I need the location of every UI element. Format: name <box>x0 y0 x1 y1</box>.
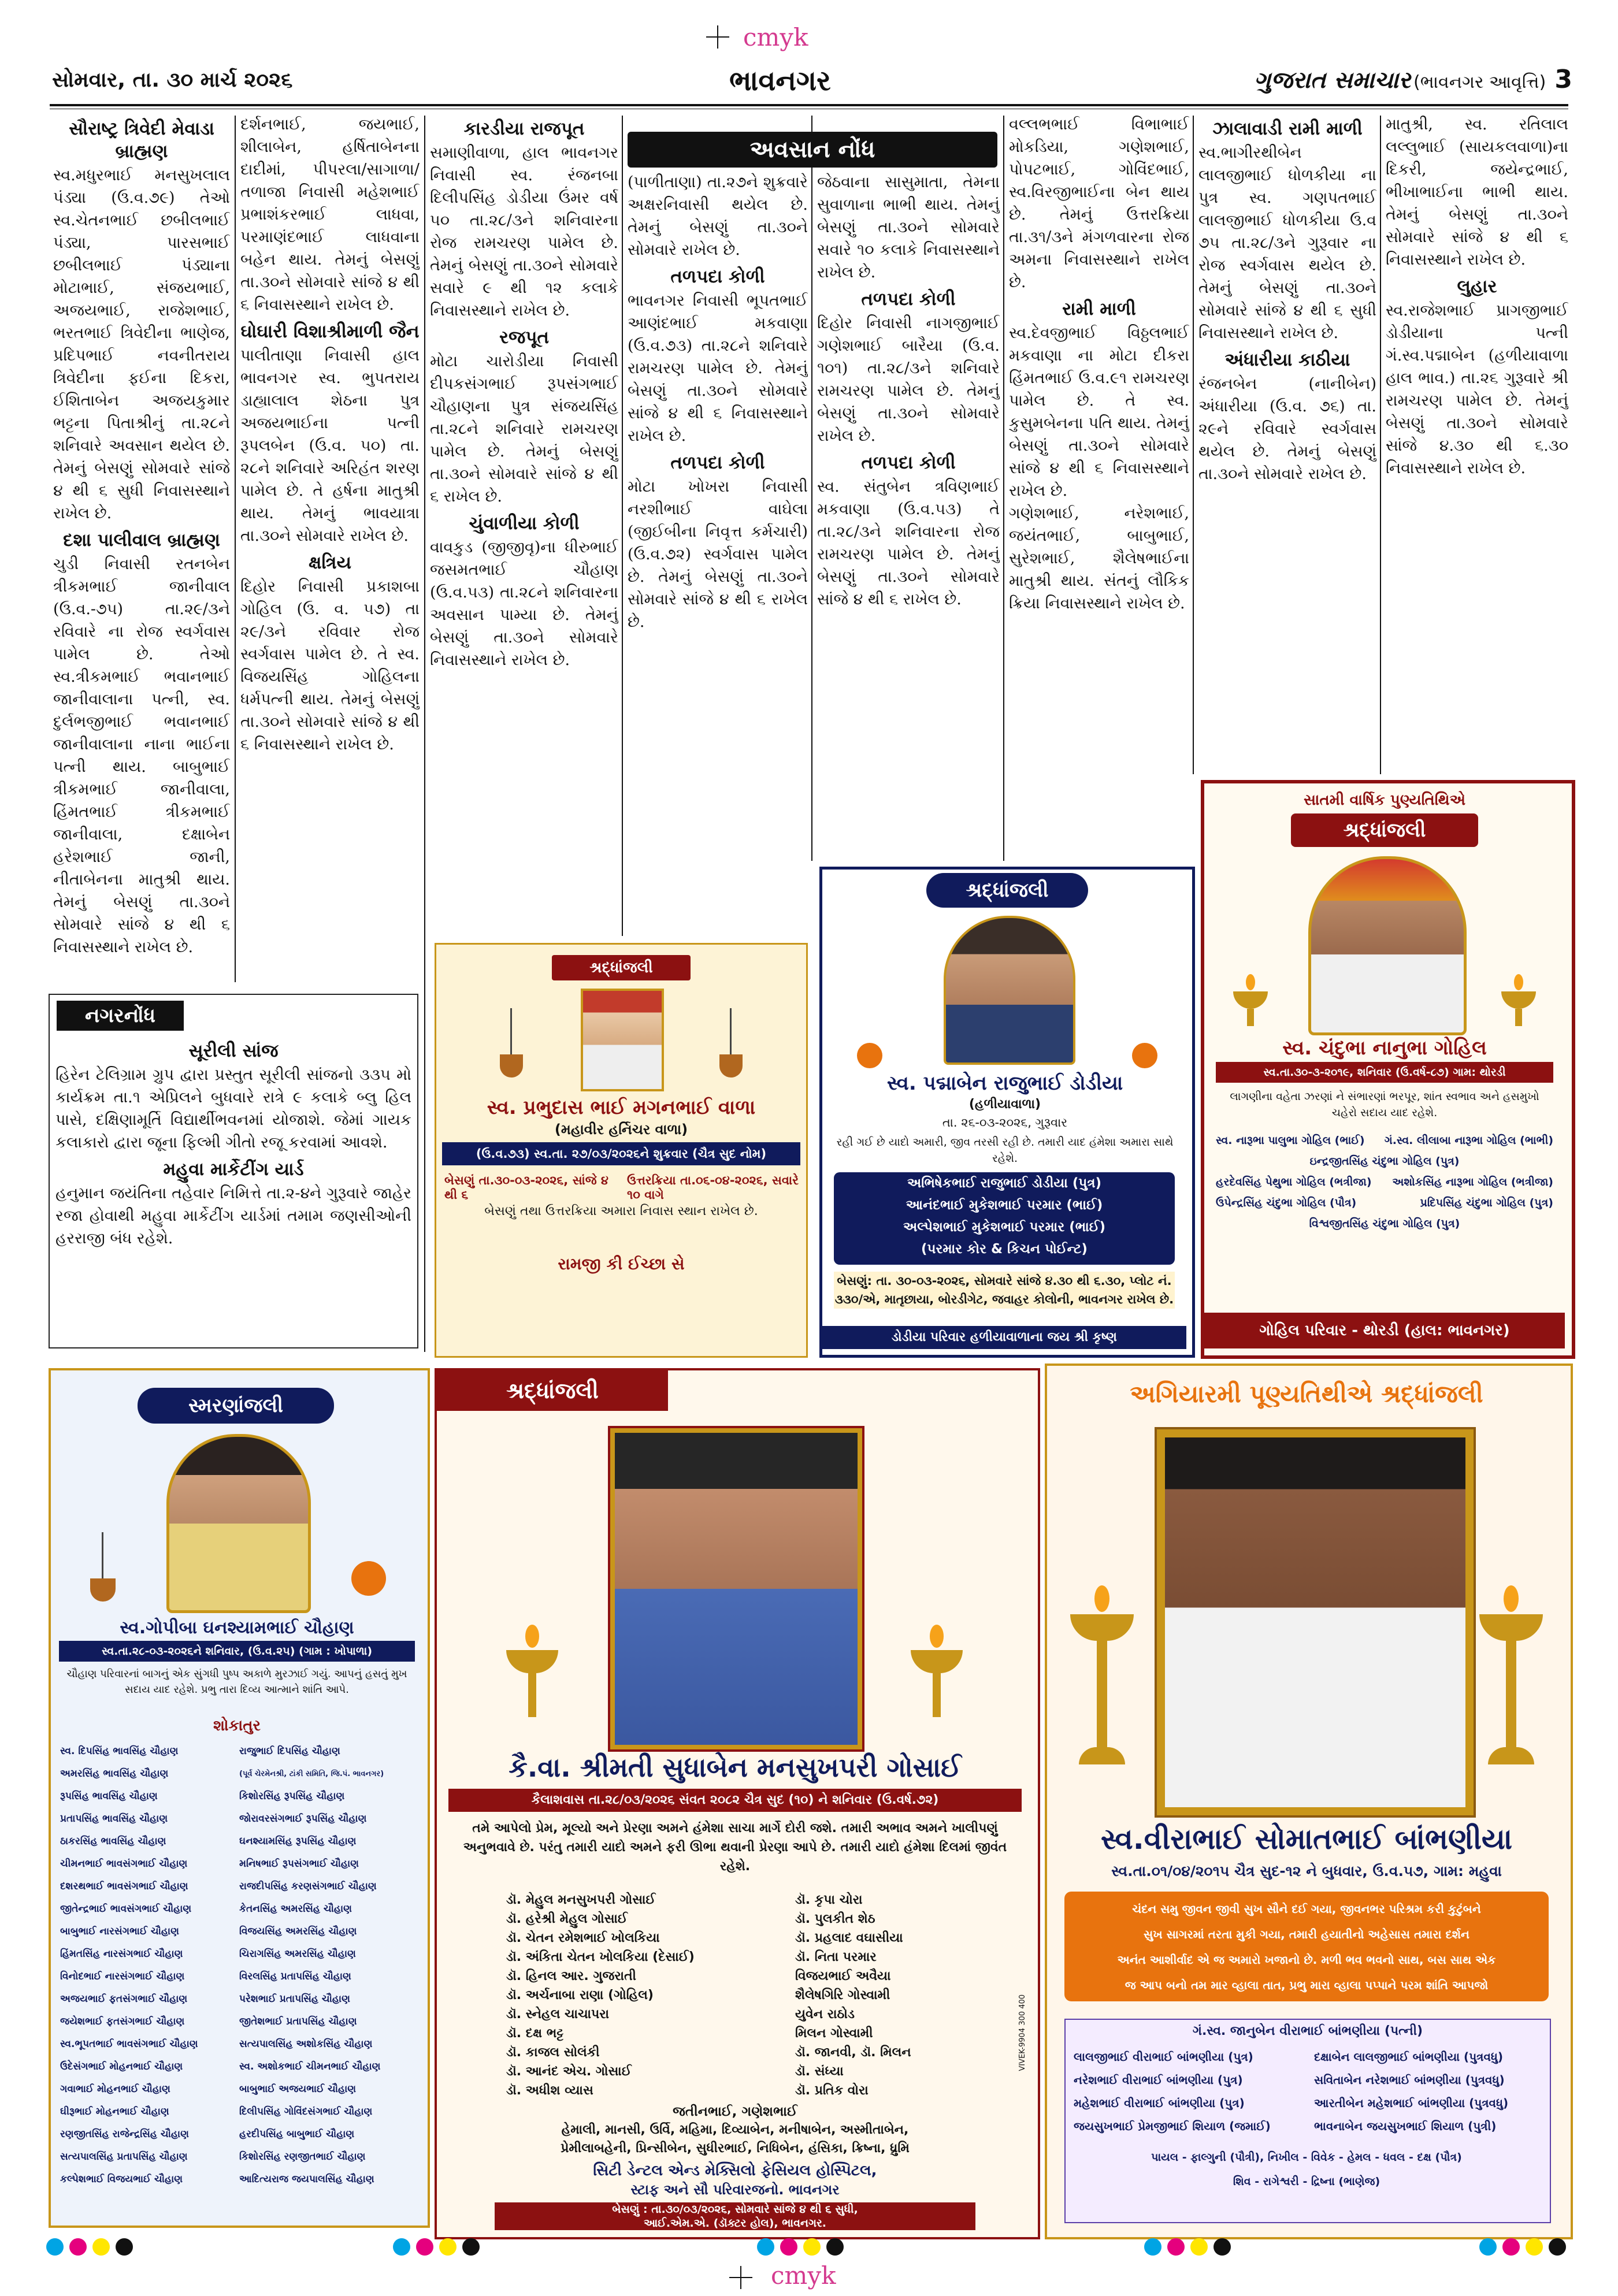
portrait-photo <box>166 1434 311 1613</box>
issue-date: સોમવાર, તા. ૩૦ માર્ચ ૨૦૨૬ <box>52 68 293 92</box>
relative-name: હરદેવસિંહ પેથુભા ગોહિલ (ભત્રીજા) <box>1216 1176 1372 1188</box>
mourner-name: વિરલસિંહ પ્રતાપસિંહ ચૌહાણ <box>239 1971 351 1982</box>
mourner-name: ડૉ. દક્ષ ભટ્ટ <box>506 2026 564 2041</box>
color-register-strip <box>46 2238 1572 2261</box>
deceased-sub: (મહાવીર હર્નિચર વાળા) <box>554 1121 688 1138</box>
register-dot <box>46 2238 64 2256</box>
relative-name: (પરમાર કોર & કિચન પોઈન્ટ) <box>921 1242 1088 1257</box>
mourner-name: આદિત્યરાજ જયપાલસિંહ ચૌહાણ <box>239 2174 374 2185</box>
ad-virabhai <box>1045 1364 1573 2239</box>
mourner-name: ઠાકરસિંહ ભાવસિંહ ચૌહાણ <box>60 1836 166 1847</box>
mourner-name: મિલન ગોસ્વામી <box>795 2026 873 2041</box>
paper-name: ગુજરાત સમાચાર <box>1254 67 1411 94</box>
heading: ઝાલાવાડી રામી માળી <box>1212 118 1363 139</box>
deceased-dates: સ્વ.તા.૦૧/૦૪/૨૦૧૫ ચૈત્ર સુદ-૧૨ ને બુધવાર, ઉ.વ.૫૭, ગામ: મહુવા <box>1111 1863 1502 1879</box>
cmyk-mark-top: cmyk <box>743 23 808 51</box>
register-dot <box>1479 2238 1497 2256</box>
deceased-dates: સ્વ.તા.૩૦-૩-૨૦૧૯, શનિવાર (ઉ.વર્ષ-૮૭) ગામ: થોરડી <box>1263 1066 1506 1079</box>
mourner-name: દશરથભાઈ ભાવસંગભાઈ ચૌહાણ <box>60 1881 188 1892</box>
relatives-band <box>834 1172 1175 1265</box>
obituary-text: સમાણીવાળા, હાલ ભાવનગર નિવાસી સ્વ. રંજનબા દિલીપસિંહ ડોડીયા ઉંમર વર્ષ ૫૦ તા.૨૮/૩ને શનિવારના રોજ રામચરણ પામેલ છે. તેમનું બેસણું તા.૩૦ને સોમવારે સવારે ૯ થી ૧૨ કલાકે નિવાસસ્થાને રાખેલ છે. <box>430 144 618 319</box>
registration-mark-top <box>706 25 729 49</box>
mourners-left <box>60 1740 233 2191</box>
besnu-text: બેસણું તા.૩૦-૦૩-૨૦૨૬, સાંજે ૪ થી ૬ <box>444 1173 608 1202</box>
besnu-place: આઈ.એમ.એ. (ડૉક્ટર હોલ), ભાવનગર. <box>644 2217 826 2230</box>
deceased-name: કૈ.વા. શ્રીમતી સુધાબેન મનસુખપરી ગોસાઈ <box>509 1752 962 1783</box>
deceased-date: તા. ૨૬-૦૩-૨૦૨૬, ગુરૂવાર <box>942 1116 1068 1130</box>
mourner-name: કેતનસિંહ અમરસિંહ ચૌહાણ <box>239 1903 352 1915</box>
register-dot <box>116 2238 133 2256</box>
deceased-dates: (ઉ.વ.૭૩) સ્વ.તા. ૨૭/૦૩/૨૦૨૬ને શુક્રવાર (ચૈત્ર સુદ નોમ) <box>476 1147 767 1161</box>
tribute-text: તમે આપેલો પ્રેમ, મૂલ્યો અને પ્રેરણા અમને હંમેશા સાચા માર્ગે દોરી જશે. તમારી અભાવ અમને ખાલીપણું અનુભવાવે છે. પરંતુ તમારી યાદો અમને ફરી ઊભા થવાની પ્રેરણા આપે છે. તમારી યાદો હંમેશા દિલમાં જીવંત રહેશે. <box>463 1821 1007 1874</box>
col-rule-1 <box>235 116 236 982</box>
mourner-name: રાજુભાઈ દિપસિંહ ચૌહાણ <box>239 1745 340 1757</box>
deceased-dates: સ્વ.તા.૨૮-૦૩-૨૦૨૬ને શનિવાર, (ઉ.વ.૨૫) (ગામ : ખોપાળા) <box>101 1645 372 1658</box>
register-dot <box>439 2238 457 2256</box>
relatives-panel <box>1064 2019 1551 2223</box>
heading: ચુંવાળીયા કોળી <box>469 513 580 534</box>
register-dot <box>757 2238 774 2256</box>
mourner-name: જયેશભાઈ ફતસંગભાઈ ચૌહાણ <box>60 2016 185 2027</box>
mourner-name: સત્યપાલસિંહ પ્રતાપસિંહ ચૌહાણ <box>60 2151 188 2163</box>
tribute-band <box>1064 1892 1549 2001</box>
ad-header: અગિયારમી પૂણ્યતિથીએ શ્રદ્ધાંજલી <box>1130 1380 1483 1408</box>
deceased-sub: (હળીયાવાળા) <box>968 1097 1041 1112</box>
ad-date-band <box>442 1142 800 1165</box>
ad-header-ribbon <box>552 955 691 980</box>
mourner-name: વિજયભાઈ અવૈયા <box>795 1969 891 1983</box>
registration-mark-bottom <box>729 2266 752 2289</box>
relative-name: દક્ષાબેન લાલજીભાઈ બાંભણીયા (પુત્રવધુ) <box>1314 2050 1504 2064</box>
ad-toptext: સાતમી વાર્ષિક પુણ્યતિથિએ <box>1303 792 1466 809</box>
relatives-list <box>1216 1130 1553 1234</box>
mourner-name: રાજદીપસિંહ કરણસંગભાઈ ચૌહાણ <box>239 1881 377 1892</box>
column-4 <box>628 171 808 859</box>
col-rule-3 <box>622 116 623 936</box>
portrait-photo <box>581 989 664 1091</box>
tribute-text: ચૌહાણ પરિવારનાં બાગનું એક સુંગધી પુષ્પ અકાળે મુરઝાઈ ગયું. આપનું હસતું મુખ સદાય યાદ રહેશે. પ્રભુ તારા દિવ્ય આત્માને શાંતિ આપે. <box>66 1668 407 1696</box>
relative-name: નરેશભાઈ વીરાભાઈ બાંભણીયા (પુત્ર) <box>1074 2073 1243 2087</box>
column-3 <box>430 113 618 934</box>
ad-prabhudas <box>435 943 808 1358</box>
relative-name: મહેશભાઈ વીરાભાઈ બાંભણીયા (પુત્ર) <box>1074 2096 1245 2110</box>
portrait-photo <box>944 916 1075 1065</box>
shokatur-label: શોકાતુર <box>213 1717 261 1734</box>
relative-name: સ્વ. નારૂભા પાલુભા ગોહિલ (ભાઈ) <box>1216 1134 1365 1147</box>
nagarnondh-tag <box>57 1001 184 1031</box>
heading: તળપદા કોળી <box>861 452 956 473</box>
mourner-name: ડૉ. હરેશ્રી મેહુલ ગોસાઈ <box>506 1912 628 1926</box>
mourner-name: વિજયસિંહ અમરસિંહ ચૌહાણ <box>239 1926 357 1937</box>
obituary-text: વલ્લભભાઈ વિભાભાઈ મોકડિયા, ગણેશભાઈ, પોપટભાઈ, ગોવિંદભાઈ, સ્વ.વિરજીભાઈના બેન થાય છે. તેમનું ઉત્તરક્રિયા તા.૩૧/૩ને મંગળવારના રોજ અમના નિવાસસ્થાને રાખેલ છે. <box>1009 116 1189 291</box>
mourner-name: ઘીરૂભાઈ મોહનભાઈ ચૌહાણ <box>60 2106 169 2117</box>
deceased-name: સ્વ.વીરાભાઈ સોમાતભાઈ બાંભણીયા <box>1100 1822 1513 1856</box>
mourner-name: (પૂર્વ ચેરમેનશ્રી, ટાંકી સમિતિ, જિ.પં. ભાવનગર) <box>239 1770 384 1778</box>
family-line: જતીનભાઈ, ગણેશભાઈ <box>673 2104 797 2119</box>
column-8 <box>1386 113 1568 772</box>
tribute-text: રહી ગઈ છે યાદો અમારી, જીવ તરસી રહી છે. તમારી યાદ હંમેશા અમારા સાથે રહેશે. <box>836 1136 1174 1165</box>
col-rule-2 <box>424 116 425 1352</box>
ad-header: શ્રદ્ધાંજલી <box>966 879 1049 902</box>
tribute-line: જ આપ બનો તમ માર વ્હાલા તાત, પ્રભુ મારા વ્હાલા પપ્પાને પરમ શાંતિ આપજો <box>1125 1978 1489 1992</box>
ad-header-ribbon <box>138 1388 334 1424</box>
obituary-text: રંજનબેન (નાનીબેન) અંધારીયા (ઉ.વ. ૭૬) તા. ૨૯ને રવિવારે સ્વર્ગવાસ થયેલ છે. તેમનું બેસણું તા.૩૦ને સોમવારે રાખેલ છે. <box>1198 375 1376 483</box>
obituary-text: માતુશ્રી, સ્વ. રતિલાલ લલ્લુભાઈ (સાયકલવાળા)ના દિકરી, જયેન્દ્રભાઈ, ભીખાભાઈના ભાભી થાય. તેમનું બેસણું તા.૩૦ને સોમવારે સાંજે ૪ થી ૬ નિવાસસ્થાને રાખેલ છે. <box>1386 116 1568 269</box>
col-rule-6 <box>1193 116 1194 774</box>
obituary-text: પાલીતાણા નિવાસી હાલ ભાવનગર સ્વ. ભુપતરાય ડાહ્યાલાલ શેઠના પુત્ર અજયભાઈના પત્ની રૂપલબેન (ઉ.વ. ૫૦) તા. ૨૮ને શનિવારે અરિહંત શરણ પામેલ છે. તે હર્ષના માતુશ્રી થાય. તેમનું ભાવયાત્રા તા.૩૦ને સોમવારે રાખેલ છે. <box>240 347 420 545</box>
obituary-text: મોટા ચારોડીયા નિવાસી દીપકસંગભાઈ રૂપસંગભાઈ ચૌહાણના પુત્ર સંજયસિંહ તા.૨૮ને શનિવારે રામચરણ પામેલ છે. તેમનું બેસણું તા.૩૦ને સોમવારે સાંજે ૪ થી ૬ રાખેલ છે. <box>430 352 618 506</box>
column-5 <box>817 171 1000 859</box>
obituary-text: જેઠવાના સાસુમાતા, તેમના સુવાળાના ભાભી થાય. તેમનું બેસણું તા.૩૦ને સોમવારે સવારે ૧૦ કલાકે નિવાસસ્થાને રાખેલ છે. <box>817 173 1000 281</box>
mourner-name: પરેશભાઈ પ્રતાપસિંહ ચૌહાણ <box>239 1993 350 2005</box>
marigold-icon <box>351 1561 386 1596</box>
mourner-name: ડૉ. અર્ચનાબા રાણા (ગોહિલ) <box>506 1988 654 2003</box>
mourner-name: ચીમનભાઈ ભાવસંગભાઈ ચૌહાણ <box>60 1858 188 1870</box>
mourner-name: રૂપસિંહ ભાવસિંહ ચૌહાણ <box>60 1790 158 1802</box>
tribute-text: લાગણીના વહેતા ઝરણાં ને સંભારણાં ભરપૂર, શાંત સ્વભાવ અને હસમુખો ચહેરો સદાય યાદ રહેશે. <box>1230 1090 1539 1119</box>
column-1 <box>53 113 230 991</box>
mourner-name: ડૉ. કાજલ સોલંકી <box>506 2045 600 2060</box>
deceased-name: સ્વ.ગોપીબા ઘનશ્યામભાઈ ચૌહાણ <box>120 1618 354 1638</box>
ad-chandubha <box>1201 780 1575 1359</box>
ad-footer-band <box>822 1326 1186 1349</box>
besnu-band <box>495 2202 975 2230</box>
heading: ક્ષત્રિય <box>309 552 351 573</box>
deceased-name: સ્વ. પદ્માબેન રાજુભાઈ ડોડીયા <box>886 1072 1123 1095</box>
register-dot <box>416 2238 433 2256</box>
col-rule-5 <box>1003 116 1004 861</box>
mourner-name: ડૉ. અધીશ વ્યાસ <box>506 2083 593 2098</box>
mourner-name: ડૉ. સંધ્યા <box>795 2064 844 2079</box>
ad-code: VIVEK-9904 300 400 <box>1018 1994 1027 2071</box>
besnu-text: બેસણું : તા.૩૦/૦૩/૨૦૨૬, સોમવારે સાંજે ૪ થી ૬ સુધી, <box>612 2203 858 2216</box>
edition-name: (ભાવનગર આવૃત્તિ) <box>1413 72 1546 92</box>
avsan-nondh-banner <box>628 132 997 168</box>
incense-icon <box>86 1532 120 1602</box>
heading: કારડીયા રાજપૂત <box>463 118 585 139</box>
register-dot <box>69 2238 87 2256</box>
mourner-name: રણજીતસિંહ રાજેન્દ્રસિંહ ચૌહાણ <box>60 2128 189 2140</box>
section-title: ભાવનગર <box>729 65 831 97</box>
cmyk-mark-bottom: cmyk <box>771 2261 836 2290</box>
mourner-name: ડૉ. કૃપા ચોરા <box>795 1893 863 1907</box>
mourner-name: વિનોદભાઈ નારસંગભાઈ ચૌહાણ <box>60 1971 185 1982</box>
relative-name: ગં.સ્વ. લીલાબા નારૂભા ગોહિલ (ભાભી) <box>1384 1134 1553 1147</box>
heading: અંધારીયા કાઠીયા <box>1224 350 1350 370</box>
marigold-left-icon <box>857 1043 882 1068</box>
tribute-line: અનંત આશીર્વાદ એ જ અમારો ખજાનો છે. મળી ભવ ભવનો સાથ, બસ સાથ એક <box>1117 1953 1496 1967</box>
relative-name: સવિતાબેન નરેશભાઈ બાંભણીયા (પુત્રવધુ) <box>1314 2073 1505 2087</box>
besnu-text: બેસણું: તા. ૩૦-૦૩-૨૦૨૬, સોમવારે સાંજે ૪.૩૦ થી ૬.૩૦, પ્લોટ નં. ૩૩૦/એ, માતૃછાયા, બોરડીગેટ, જવાહર કોલોની, ભાવનગર રાખેલ છે. <box>834 1272 1175 1309</box>
incense-icon <box>494 1008 529 1078</box>
mourner-name: સ્વ. અશોકભાઈ ચીમનભાઈ ચૌહાણ <box>239 2061 381 2072</box>
register-dot <box>1144 2238 1161 2256</box>
ad-header-ribbon <box>926 873 1088 908</box>
ad-header: સ્મરણાંજલી <box>188 1394 283 1417</box>
relative-name: પ્રદિપસિંહ ચંદુભા ગોહિલ (પુત્ર) <box>1420 1197 1553 1209</box>
address-text: બેસણું તથા ઉત્તરક્રિયા અમારા નિવાસ સ્થાન રાખેલ છે. <box>484 1204 758 1218</box>
mourner-name: દિલીપસિંહ ગોવિંદસંગભાઈ ચૌહાણ <box>239 2106 373 2117</box>
heading: દશા પાલીવાલ બ્રાહ્મણ <box>63 530 220 551</box>
grandchildren-line: પાયલ - ફાલ્ગુની (પૌત્રી), નિખીલ - વિવેક - હેમલ - ધવલ - દક્ષ (પૌત્ર) <box>1151 2151 1462 2164</box>
event-text: હનુમાન જયંતિના તહેવાર નિમિત્તે તા.૨-૪ને ગુરૂવારે જાહેર રજા હોવાથી મહુવા માર્કેટીંગ યાર્ડમાં તમામ જણસીઓની હરરાજી બંધ રહેશે. <box>55 1184 411 1247</box>
ad-date-band <box>1216 1062 1553 1083</box>
mourner-name: ડૉ. અંકિતા ચેતન ખોલકિયા (દેસાઈ) <box>506 1950 695 1964</box>
mourner-name: સ્વ.ભૂપતભાઈ ભાવસંગભાઈ ચૌહાણ <box>60 2038 198 2050</box>
obituary-text: સ્વ.દેવજીભાઈ વિઠ્ઠલભાઈ મકવાણા ના મોટા દીકરા હિંમતભાઈ ઉ.વ.૯૧ રામચરણ પામેલ છે. તે સ્વ. કુસુમબેનના પતિ થાય. તેમનું બેસણું તા.૩૦ને સોમવારે સાંજે ૪ થી ૬ નિવાસસ્થાને રાખેલ છે. <box>1009 324 1189 500</box>
column-2 <box>240 113 420 991</box>
register-dot <box>1526 2238 1543 2256</box>
relative-name: વિશ્વજીતસિંહ ચંદુભા ગોહિલ (પુત્ર) <box>1309 1217 1460 1230</box>
mourner-name: ડૉ. ચેતન રમેશભાઈ ખોલકિયા <box>506 1931 660 1945</box>
portrait-photo <box>1157 1429 1474 1815</box>
relative-name: આરતીબેન મહેશભાઈ બાંભણીયા (પુત્રવધુ) <box>1314 2096 1509 2110</box>
obituary-text: ભાવનગર નિવાસી ભૂપતભાઈ આણંદભાઈ મકવાણા (ઉ.વ.૭૩) તા.૨૮ને શનિવારે રામચરણ પામેલ છે. તેમનું બેસણું તા.૩૦ને સોમવારે સાંજે ૪ થી ૬ નિવાસસ્થાને રાખેલ છે. <box>628 292 808 445</box>
register-dot <box>462 2238 480 2256</box>
obituary-text: સ્વ.મધુરભાઈ મનસુખલાલ પંડ્યા (ઉ.વ.૭૯) તેઓ સ્વ.ચેતનભાઈ છબીલભાઈ પંડ્યા, પારસભાઈ છબીલભાઈ પંડ્યાના મોટાભાઈ, સંજયભાઈ, અજયભાઈ, રાજેશભાઈ, ભરતભાઈ ત્રિવેદીના ભાણેજ, પ્રદિપભાઈ નવનીતરાય ત્રિવેદીના ફઈના દિકરા, ઈશિતાબેન અજયકુમાર ભટ્ટના પિતાશ્રીનું તા.૨૮ને શનિવારે અવસાન થયેલ છે. તેમનું બેસણું સોમવારે સાંજે ૪ થી ૬ સુધી નિવાસસ્થાને રાખેલ છે. <box>53 166 230 522</box>
col-rule-4 <box>811 116 812 861</box>
section-banner <box>636 61 925 101</box>
mourners-right <box>795 1890 1015 2100</box>
event-text: હિરેન ટેલિગ્રામ ગ્રુપ દ્વારા પ્રસ્તુત સૂરીલી સાંજનો ૩૩૫ મો કાર્યક્રમ તા.૧ એપ્રિલને બુધવારે રાત્રે ૯ કલાકે બ્લુ હિલ પાસે, દક્ષિણામૂર્તિ વિદ્યાર્થીભવનમાં યોજાશે. જેમાં ગાયક કલાકારો દ્વારા જૂના ફિલ્મી ગીતો રજૂ કરવામાં આવશે. <box>55 1066 411 1151</box>
register-dot <box>1214 2238 1231 2256</box>
mourner-name: હરદીપસિંહ બાબુભાઈ ચૌહાણ <box>239 2128 355 2140</box>
mourner-name: અમરસિંહ ભાવસિંહ ચૌહાણ <box>60 1768 169 1779</box>
portrait-photo <box>1308 856 1467 1035</box>
nagarnondh-content <box>55 1035 411 1342</box>
mourner-name: ડૉ. જાનવી, ડૉ. મિલન <box>795 2045 911 2060</box>
hospital-line: સ્ટાફ અને સૌ પરિવારજનો. ભાવનગર <box>630 2182 840 2198</box>
lamp-left-icon <box>506 1625 558 1717</box>
obituary-text: સ્વ.ભાગીરથીબેન લાલજીભાઈ ધોળકીયા ના પુત્ર સ્વ. ગણપતભાઈ લાલજીભાઈ ધોળકીયા ઉ.વ ૭૫ તા.૨૮/૩ને ગુરૂવાર ના રોજ સ્વર્ગવાસ થયેલ છે. તેમનું બેસણું તા.૩૦ને સોમવારે સાંજે ૪ થી ૬ સુધી નિવાસસ્થાને રાખેલ છે. <box>1198 144 1376 342</box>
deceased-name: સ્વ. ચંદુભા નાનુભા ગોહિલ <box>1282 1036 1487 1060</box>
heading: ઘોઘારી વિશાશ્રીમાળી જૈન <box>240 321 420 342</box>
mourner-name: ગવાભાઈ મોહનભાઈ ચૌહાણ <box>60 2083 170 2095</box>
tribute-line: સુખ સાગરમાં તરતા મુકી ગયા, તમારી હયાતીનો અહેસાસ તમારા દર્શન <box>1144 1927 1469 1941</box>
ad-footer: ડોડીયા પરિવાર હળીયાવાળાના જય શ્રી કૃષ્ણ <box>892 1330 1117 1344</box>
obituary-text: દર્શનભાઈ, જયભાઈ, શીલાબેન, હર્ષિતાબેનના દાદીમાં, પીપરલા/સાગાળા/તળાજા નિવાસી મહેશભાઈ પ્રભાશંકરભાઈ લાધવા, પરમાણંદભાઈ લાધવાના બહેન થાય. તેમનું બેસણું તા.૩૦ને સોમવારે સાંજે ૪ થી ૬ નિવાસસ્થાને રાખેલ છે. <box>240 116 420 314</box>
page-number: 3 <box>1554 65 1572 94</box>
register-dot <box>1167 2238 1185 2256</box>
lamp-right-icon <box>1501 974 1536 1026</box>
deceased-name: સ્વ. પ્રભુદાસ ભાઈ મગનભાઈ વાળા <box>487 1096 756 1119</box>
mourner-name: ડૉ. પુલકીત શેઠ <box>795 1912 875 1926</box>
mourners-left <box>506 1890 784 2100</box>
mourner-name: બાબુભાઈ અજયભાઈ ચૌહાણ <box>239 2083 357 2095</box>
hospital-line: સિટી ડેન્ટલ એન્ડ મેક્સિલો ફેસિયલ હોસ્પિટલ, <box>593 2162 877 2179</box>
mourner-name: ડૉ. સ્નેહલ ચાચાપરા <box>506 2007 610 2022</box>
relative-name: અભિષેકભાઈ રાજુભાઈ ડોડીયા (પુત્ર) <box>907 1176 1101 1191</box>
mourner-name: સત્યપાલસિંહ અશોકસિંહ ચૌહાણ <box>239 2038 373 2050</box>
relative-name: લાલજીભાઈ વીરાભાઈ બાંભણીયા (પુત્ર) <box>1074 2050 1253 2064</box>
mourner-name: ઘનશ્યામસિંહ રૂપસિંહ ચૌહાણ <box>239 1836 357 1847</box>
mourner-name: ડૉ. નિતા પરમાર <box>795 1950 877 1964</box>
heading: સૌરાષ્ટ્ર ત્રિવેદી મેવાડા બ્રાહ્મણ <box>69 118 214 162</box>
register-dot <box>92 2238 110 2256</box>
ad-footer-band <box>1204 1313 1565 1348</box>
register-dot <box>393 2238 410 2256</box>
obituary-text: ચુડી નિવાસી રતનબેન ત્રીકમભાઈ જાનીવાલ (ઉ.વ.-૭૫) તા.૨૯/૩ને રવિવારે ના રોજ સ્વર્ગવાસ પામેલ છે. તેઓ સ્વ.ત્રીકમભાઈ ભવાનભાઈ જાનીવાલાના પત્ની, સ્વ. દુર્લભજીભાઈ ભવાનભાઈ જાનીવાલાના નાના ભાઈના પત્ની થાય. બાબુભાઈ ત્રીકમભાઈ જાનીવાલા, હિંમતભાઈ ત્રીકમભાઈ જાનીવાલા, દક્ષાબેન હરેશભાઈ જાની, નીતાબેનના માતુશ્રી થાય. તેમનું બેસણું તા.૩૦ને સોમવારે સાંજે ૪ થી ૬ નિવાસસ્થાને રાખેલ છે. <box>53 555 230 956</box>
incense-icon <box>714 1008 748 1078</box>
relative-name: ઇન્દ્રજીતસિંહ ચંદુભા ગોહિલ (પુત્ર) <box>1309 1155 1460 1168</box>
mourner-name: યુવેન રાઠોડ <box>795 2007 855 2022</box>
heading: તળપદા કોળી <box>861 289 956 310</box>
lamp-right-icon <box>1479 1585 1543 1770</box>
lamp-right-icon <box>911 1625 963 1717</box>
tribute-line: ચંદન સમુ જીવન જીવી સુખ સૌને દઈ ગયા, જીવનભર પરિશ્રમ કરી કુટુંબને <box>1132 1902 1481 1916</box>
ad-header-ribbon <box>1291 813 1478 847</box>
mourner-name: બાબુભાઈ નારસંગભાઈ ચૌહાણ <box>60 1926 179 1937</box>
register-dot <box>1549 2238 1566 2256</box>
grandchildren-line: શિવ - રાગેશ્વરી - દ્રિષ્ના (ભાણેજ) <box>1233 2175 1381 2188</box>
mourner-name: ડૉ. મેહુલ મનસુખપરી ગોસાઈ <box>506 1893 656 1907</box>
relative-name: ગં.સ્વ. જાનુબેન વીરાભાઈ બાંભણીયા (પત્ની) <box>1192 2024 1423 2038</box>
deceased-dates: કૈલાશવાસ તા.૨૮/૦૩/૨૦૨૬ સંવત ૨૦૮૨ ચૈત્ર સુદ (૧૦) ને શનિવાર (ઉ.વર્ષ.૭૨) <box>531 1793 939 1807</box>
mourner-name: ચિરાગસિંહ અમરસિંહ ચૌહાણ <box>239 1948 356 1960</box>
register-dot <box>803 2238 821 2256</box>
heading: લુહાર <box>1457 276 1497 297</box>
mourners-right <box>239 1740 418 2191</box>
mourner-name: કિશોરસિંહ રણજીતભાઈ ચૌહાણ <box>239 2151 366 2163</box>
obituary-text: સ્વ. સંતુબેન ત્રવિણભાઈ મકવાણા (ઉ.વ.૫૩) તે તા.૨૮/૩ને શનિવારના રોજ રામચરણ પામેલ છે. તેમનું બેસણું તા.૩૦ને સોમવારે સાંજે ૪ થી ૬ રાખેલ છે. <box>817 478 1000 608</box>
register-dot <box>1502 2238 1520 2256</box>
relative-name: અશોકસિંહ નારૂભા ગોહિલ (ભત્રીજા) <box>1392 1176 1553 1188</box>
mourner-name: મનિષભાઈ રૂપસંગભાઈ ચૌહાણ <box>239 1858 359 1870</box>
obituary-text: ગણેશભાઈ, નરેશભાઈ, જયંતભાઈ, બાબુભાઈ, સુરેશભાઈ, શૈલેષભાઈના માતુશ્રી થાય. સંતનું લૌકિક ક્રિયા નિવાસસ્થાને રાખેલ છે. <box>1009 504 1189 612</box>
relative-name: આનંદભાઈ મુકેશભાઈ પરમાર (ભાઈ) <box>906 1198 1103 1213</box>
mourner-name: કલ્પેશભાઈ વિજયભાઈ ચૌહાણ <box>60 2174 183 2185</box>
obituary-text: સ્વ.રાજેશભાઈ પ્રાગજીભાઈ ડોડીયાના પત્ની ગં.સ્વ.પદ્માબેન (હળીયાવાળા હાલ ભાવ.) તા.૨૬ ગુરૂવારે શ્રી રામચરણ પામેલ છે. તેમનું બેસણું તા.૩૦ને સોમવારે સાંજે ૪.૩૦ થી ૬.૩૦ નિવાસસ્થાને રાખેલ છે. <box>1386 302 1568 477</box>
lamp-left-icon <box>1070 1585 1134 1770</box>
obituary-text: મોટા ખોખરા નિવાસી નરશીભાઈ વાઘેલા (જીઈબીના નિવૃત્ત કર્મચારી) (ઉ.વ.૭૨) સ્વર્ગવાસ પામેલ છે. તેમનું બેસણું તા.૩૦ને સોમવારે સાંજે ૪ થી ૬ રાખેલ છે. <box>628 478 808 631</box>
col-rule-7 <box>1380 116 1381 774</box>
ad-header: શ્રદ્ધાંજલી <box>506 1378 599 1403</box>
obituary-text: દિહોર નિવાસી પ્રકાશબા ગોહિલ (ઉ. વ. ૫૭) તા ૨૯/૩ને રવિવાર રોજ સ્વર્ગવાસ પામેલ છે. તે સ્વ. વિજયસિંહ ગોહિલના ધર્મપત્ની થાય. તેમનું બેસણું તા.૩૦ને સોમવારે સાંજે ૪ થી ૬ નિવાસસ્થાને રાખેલ છે. <box>240 578 420 753</box>
column-6 <box>1009 113 1189 859</box>
heading: મહુવા માર્કેટીંગ યાર્ડ <box>163 1159 304 1180</box>
ad-date-band <box>448 1789 1022 1812</box>
mourner-name: શૈલેષગિરિ ગોસ્વામી <box>795 1988 890 2003</box>
relative-name: જયસુખભાઈ પ્રેમજીભાઈ શિયાળ (જમાઈ) <box>1074 2119 1271 2133</box>
relative-name: અલ્પેશભાઈ મુકેશભાઈ પરમાર (ભાઈ) <box>903 1220 1106 1235</box>
ad-sudhaben <box>435 1368 1040 2239</box>
heading: તળપદા કોળી <box>670 266 765 287</box>
obituary-text: વાવકુડ (જીજીવૃ)ના ધીરુભાઈ જસમતભાઈ ચૌહાણ (ઉ.વ.૫૩) તા.૨૮ને શનિવારના અવસાન પામ્યા છે. તેમનું બેસણું તા.૩૦ને સોમવારે નિવાસસ્થાને રાખેલ છે. <box>430 538 618 669</box>
column-7 <box>1198 113 1376 772</box>
family-line: પ્રેમીલાબહેની, પ્રિન્સીબેન, સુધીરભાઈ, નિધિબેન, હંસિકા, ક્રિષ્ના, ધ્રુમિ <box>561 2141 910 2156</box>
relative-name: ઉપેન્દ્રસિંહ ચંદુભા ગોહિલ (પૌત્ર) <box>1216 1197 1357 1209</box>
avsan-nondh-title: અવસાન નોંધ <box>749 136 875 163</box>
mourner-name: ડૉ. હિનલ આર. ગુજરાતી <box>506 1969 636 1983</box>
relatives-right <box>1314 2045 1545 2138</box>
register-dot <box>1190 2238 1208 2256</box>
lamp-left-icon <box>1233 974 1268 1026</box>
mourner-name: જીતેશભાઈ પ્રતાપસિંહ ચૌહાણ <box>239 2016 357 2027</box>
ad-footer: ગોહિલ પરિવાર - થોરડી (હાલ: ભાવનગર) <box>1259 1322 1510 1339</box>
mourner-name: ઉદેસંગભાઈ મોહનભાઈ ચૌહાણ <box>60 2061 183 2072</box>
heading: તળપદા કોળી <box>670 452 765 473</box>
relative-name: ભાવનાબેન જયસુખભાઈ શિયાળ (પુત્રી) <box>1314 2119 1497 2133</box>
mourner-name: જોરાવરસંગભાઈ રૂપસિંહ ચૌહાણ <box>239 1813 367 1825</box>
mourner-name: ડૉ. આનંદ એચ. ગોસાઈ <box>506 2064 632 2079</box>
mourner-name: સ્વ. દિપસિંહ ભાવસિંહ ચૌહાણ <box>60 1745 179 1757</box>
register-dot <box>826 2238 844 2256</box>
nagarnondh-title: નગરનોંધ <box>85 1004 155 1027</box>
ad-header: શ્રદ્ધાંજલી <box>1343 819 1426 842</box>
mourner-name: હિંમતસિંહ નારસંગભાઈ ચૌહાણ <box>60 1948 183 1960</box>
heading: રામી માળી <box>1062 299 1136 319</box>
obituary-text: દિહોર નિવાસી નાગજીભાઈ ગણેશભાઈ બારૈયા (ઉ.વ. ૧૦૧) તા.૨૮/૩ને શનિવારે રામચરણ પામેલ છે. તેમનું બેસણું તા.૩૦ને સોમવારે રાખેલ છે. <box>817 314 1000 445</box>
mourner-name: જીતેન્દ્રભાઈ ભાવસંગભાઈ ચૌહાણ <box>60 1903 192 1915</box>
heading: સૂરીલી સાંજ <box>188 1041 279 1061</box>
ad-header-ribbon <box>437 1370 668 1411</box>
ad-header: શ્રદ્ધાંજલી <box>589 959 653 976</box>
header-rule <box>50 104 1568 106</box>
obituary-text: (પાળીતાણા) તા.૨૭ને શુક્રવારે અક્ષરનિવાસી થયેલ છે. તેમનું બેસણું તા.૩૦ને સોમવારે રાખેલ છે. <box>628 173 808 259</box>
uttarkriya-text: ઉત્તરક્રિયા તા.૦૬-૦૪-૨૦૨૬, સવારે ૧૦ વાગે <box>627 1173 799 1202</box>
ad-footer: રામજી કી ઈચ્છા સે <box>558 1254 685 1273</box>
portrait-photo <box>610 1428 862 1749</box>
register-dot <box>780 2238 797 2256</box>
ad-padmaben <box>819 867 1195 1358</box>
ad-gopiba <box>49 1368 430 2228</box>
mourner-name: કિશોરસિંહ રૂપસિંહ ચૌહાણ <box>239 1790 345 1802</box>
relatives-left <box>1074 2045 1311 2138</box>
heading: રજપૂત <box>499 327 550 348</box>
family-line: હેમાલી, માનસી, ઉર્વિ, મહિમા, દિવ્યાબેન, મનીષાબેન, અસ્મીતાબેન, <box>561 2123 909 2137</box>
mourner-name: ડૉ. પ્રતિક વોરા <box>795 2083 869 2098</box>
mourner-name: ડૉ. પ્રહલાદ વઘાસીયા <box>795 1931 903 1945</box>
marigold-right-icon <box>1132 1043 1157 1068</box>
mourner-name: પ્રતાપસિંહ ભાવસિંહ ચૌહાણ <box>60 1813 168 1825</box>
nagarnondh-box <box>49 994 418 1348</box>
masthead <box>1254 65 1572 94</box>
ad-date-band <box>59 1641 415 1662</box>
mourner-name: અજયભાઈ ફતસંગભાઈ ચૌહાણ <box>60 1993 188 2005</box>
